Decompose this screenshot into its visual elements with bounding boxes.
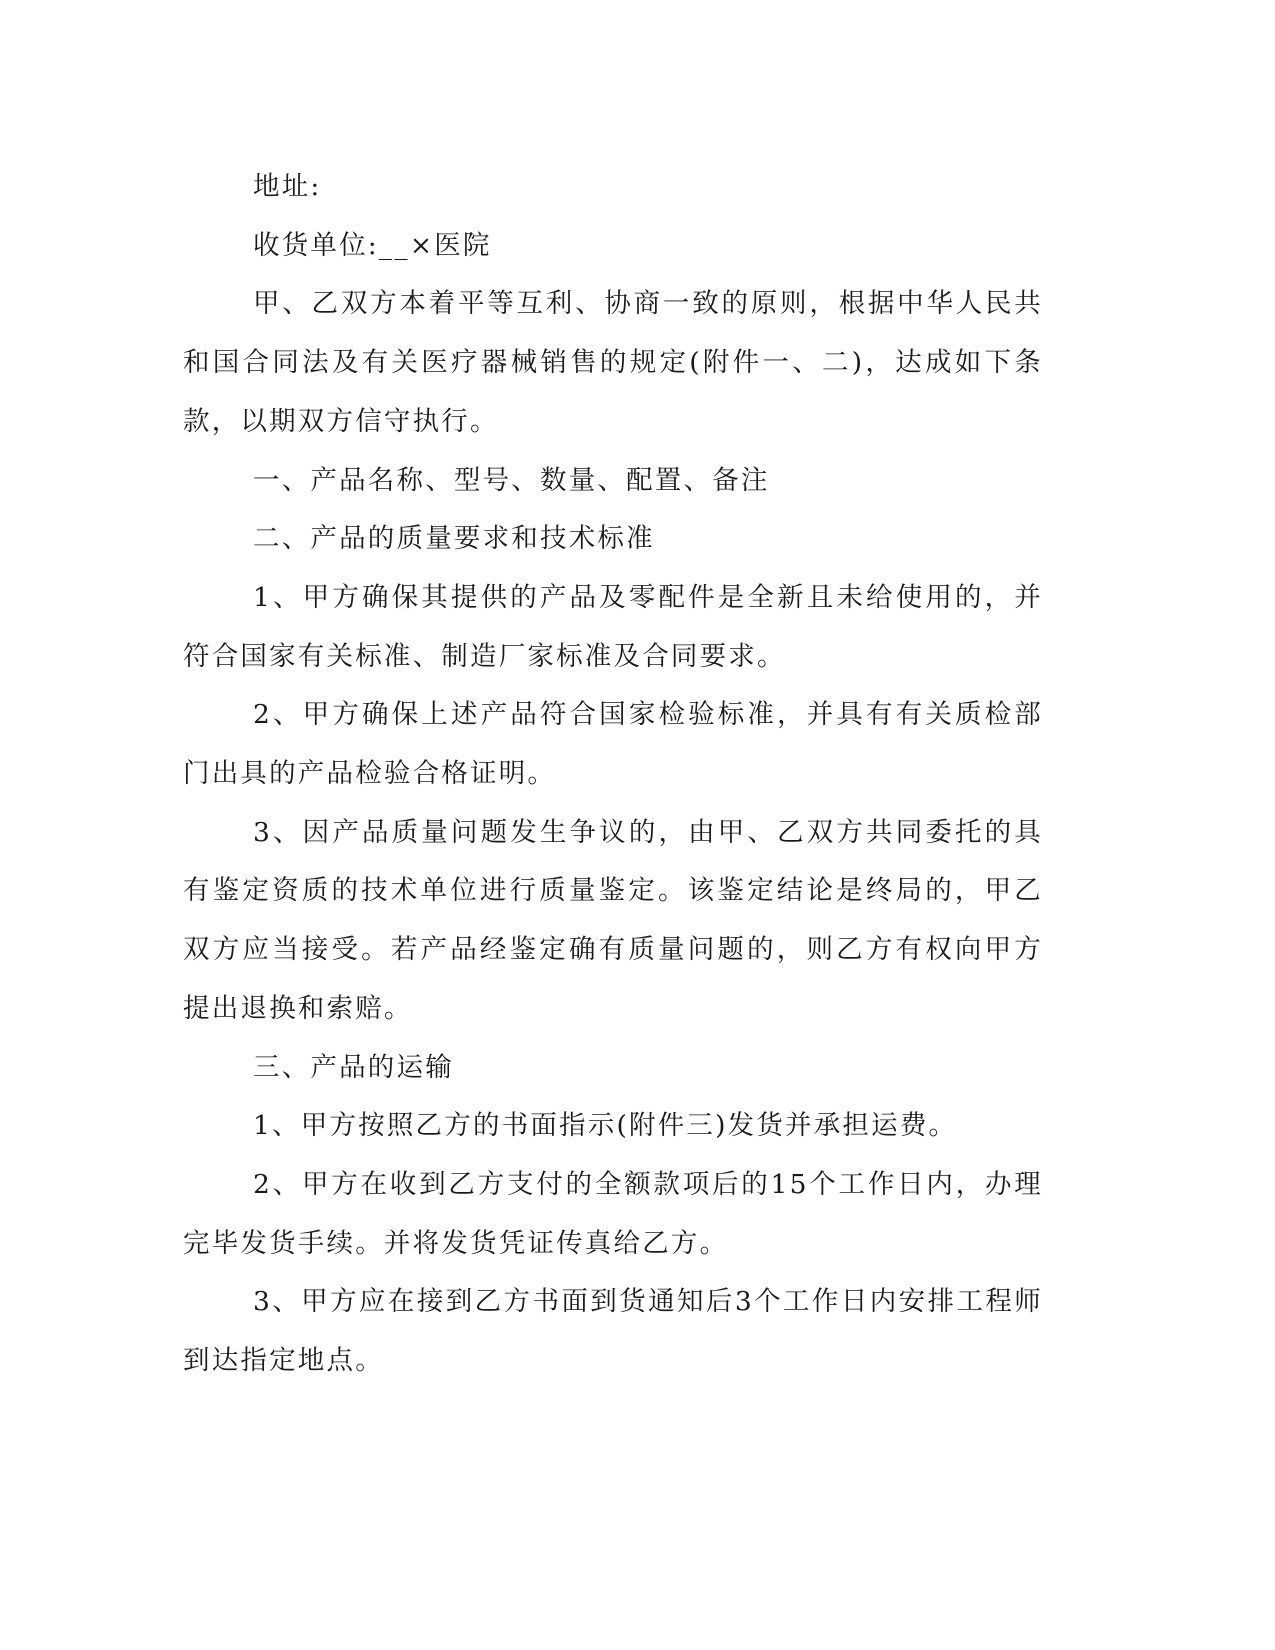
section-heading-1: 一、产品名称、型号、数量、配置、备注 <box>253 464 770 496</box>
section-heading-3: 三、产品的运输 <box>253 1051 454 1083</box>
document-body <box>183 158 1043 1391</box>
preamble-paragraph: 甲、乙双方本着平等互利、协商一致的原则，根据中华人民共和国合同法及有关医疗器械销售的规定(附件一、二)，达成如下条款，以期双方信守执行。 <box>183 288 1043 437</box>
transport-clause-2: 2、甲方在收到乙方支付的全额款项后的15个工作日内，办理完毕发货手续。并将发货凭证传真给乙方。 <box>183 1168 1043 1259</box>
quality-clause-3: 3、因产品质量问题发生争议的，由甲、乙双方共同委托的具有鉴定资质的技术单位进行质量鉴定。该鉴定结论是终局的，甲乙双方应当接受。若产品经鉴定确有质量问题的，则乙方有权向甲方提出退换和索赔。 <box>183 816 1043 1024</box>
transport-clause-3: 3、甲方应在接到乙方书面到货通知后3个工作日内安排工程师到达指定地点。 <box>183 1286 1043 1377</box>
quality-clause-2: 2、甲方确保上述产品符合国家检验标准，并具有有关质检部门出具的产品检验合格证明。 <box>183 699 1043 790</box>
quality-clause-1: 1、甲方确保其提供的产品及零配件是全新且未给使用的，并符合国家有关标准、制造厂家标准及合同要求。 <box>183 581 1043 672</box>
section-heading-2: 二、产品的质量要求和技术标准 <box>253 523 655 555</box>
receiving-unit-line: 收货单位:__×医院 <box>253 229 492 261</box>
transport-clause-1: 1、甲方按照乙方的书面指示(附件三)发货并承担运费。 <box>253 1110 958 1142</box>
address-line: 地址: <box>253 171 322 202</box>
